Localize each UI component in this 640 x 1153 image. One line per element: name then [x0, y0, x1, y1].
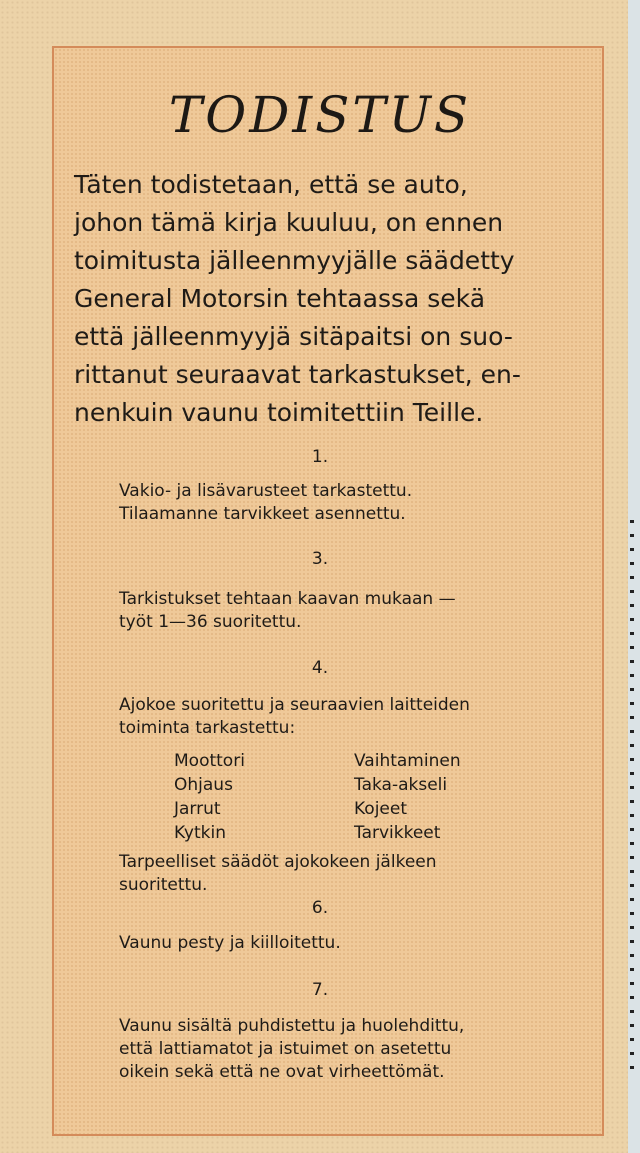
section-line: Tilaamanne tarvikkeet asennettu. [119, 504, 406, 524]
section-line: Tarpeelliset säädöt ajokokeen jälkeen [119, 852, 437, 872]
section-line: Vakio- ja lisävarusteet tarkastettu. [119, 481, 413, 501]
checklist-item: Moottori [174, 751, 245, 771]
checklist-item: Kytkin [174, 823, 226, 843]
section-line: suoritettu. [119, 875, 208, 895]
section-line: Vaunu pesty ja kiilloitettu. [119, 933, 341, 953]
section-number: 3. [311, 549, 329, 569]
checklist-item: Ohjaus [174, 775, 233, 795]
section-line: Tarkistukset tehtaan kaavan mukaan — [119, 589, 456, 609]
section-text [119, 694, 539, 740]
section-line: Ajokoe suoritettu ja seuraavien laitteiden [119, 695, 470, 715]
section-line: että lattiamatot ja istuimet on asetettu [119, 1039, 452, 1059]
intro-line: rittanut seuraavat tarkastukset, en- [74, 360, 521, 389]
intro-line: General Motorsin tehtaassa sekä [74, 284, 486, 313]
section-number: 6. [311, 898, 329, 918]
section-text [119, 588, 539, 634]
section-line: toiminta tarkastettu: [119, 718, 296, 738]
intro-paragraph [74, 166, 574, 432]
checklist-item: Tarvikkeet [354, 823, 441, 843]
intro-line: nenkuin vaunu toimitettiin Teille. [74, 398, 484, 427]
section-text [119, 932, 539, 955]
section-line: työt 1—36 suoritettu. [119, 612, 302, 632]
checklist-item: Kojeet [354, 799, 408, 819]
intro-line: Täten todistetaan, että se auto, [74, 170, 468, 199]
intro-line: että jälleenmyyjä sitäpaitsi on suo- [74, 322, 513, 351]
section-text [119, 480, 539, 526]
intro-line: toimitusta jälleenmyyjälle säädetty [74, 246, 515, 275]
checklist-right-column [354, 749, 461, 845]
section-text [119, 1015, 539, 1084]
checklist-item: Vaihtaminen [354, 751, 461, 771]
checklist-item: Jarrut [174, 799, 221, 819]
section-line: oikein sekä että ne ovat virheettömät. [119, 1062, 445, 1082]
section-number: 1. [311, 447, 329, 467]
section-number: 7. [311, 980, 329, 1000]
checklist-left-column [174, 749, 245, 845]
section-number: 4. [311, 658, 329, 678]
certificate-title: TODISTUS [168, 86, 472, 144]
checklist-item: Taka-akseli [354, 775, 448, 795]
intro-line: johon tämä kirja kuuluu, on ennen [74, 208, 504, 237]
section-line: Vaunu sisältä puhdistettu ja huolehdittu, [119, 1016, 465, 1036]
after-checklist-text [119, 851, 539, 897]
